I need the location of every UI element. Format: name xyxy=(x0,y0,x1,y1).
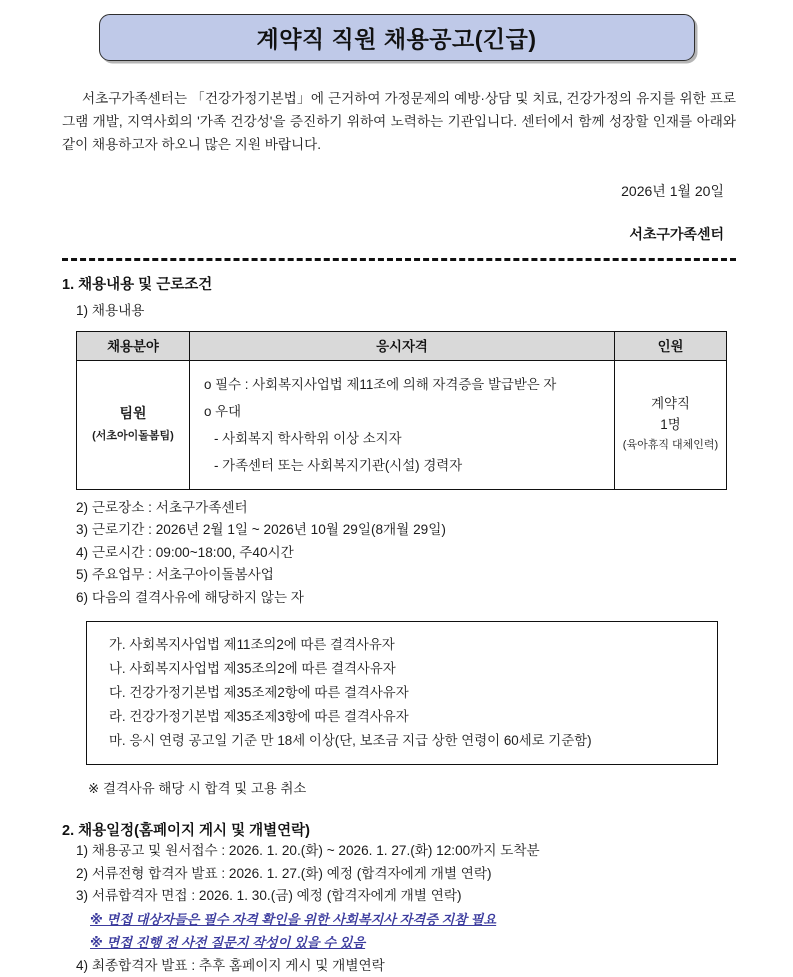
count-number: 1명 xyxy=(616,414,725,435)
section1-heading: 1. 채용내용 및 근로조건 xyxy=(62,273,736,294)
disqualification-box xyxy=(86,621,718,765)
page-title: 계약직 직원 채용공고(긴급) xyxy=(257,21,537,54)
title-banner-wrap xyxy=(0,0,793,61)
section2-item-3: 3) 서류합격자 면접 : 2026. 1. 30.(금) 예정 (합격자에게 개별 연락) xyxy=(62,885,736,908)
qualification-line: - 가족센터 또는 사회복지기관(시설) 경력자 xyxy=(204,452,606,479)
disqualification-item: 라. 건강가정기본법 제35조제3항에 따른 결격사유자 xyxy=(109,705,707,729)
section2-heading: 2. 채용일정(홈페이지 게시 및 개별연락) xyxy=(62,819,736,840)
section2-item-4: 4) 최종합격자 발표 : 추후 홈페이지 게시 및 개별연락 xyxy=(62,955,736,977)
qualification-line: - 사회복지 학사학위 이상 소지자 xyxy=(204,425,606,452)
table-header-count: 인원 xyxy=(615,331,727,360)
section2-blue-note-2-row xyxy=(62,931,736,955)
qualification-line: ο 우대 xyxy=(204,398,606,425)
section2-blue-note-1-row xyxy=(62,908,736,932)
disqualification-note: ※ 결격사유 해당 시 합격 및 고용 취소 xyxy=(62,778,736,797)
field-subtitle: (서초아이돌봄팀) xyxy=(78,426,188,446)
section1-item-3: 3) 근로기간 : 2026년 2월 1일 ~ 2026년 10월 29일(8개월 29일) xyxy=(62,519,736,542)
section2-blue-note-1: ※ 면접 대상자들은 필수 자격 확인을 위한 사회복지사 자격증 지참 필요 xyxy=(62,909,496,932)
disqualification-item: 마. 응시 연령 공고일 기준 만 18세 이상(단, 보조금 지급 상한 연령이 60세로 기준함) xyxy=(109,729,707,753)
table-row xyxy=(77,360,727,489)
qualification-line: ο 필수 : 사회복지사업법 제11조에 의해 자격증을 발급받은 자 xyxy=(204,371,606,398)
table-header-row xyxy=(77,331,727,360)
posting-date: 2026년 1월 20일 xyxy=(62,181,736,201)
section1-item-2: 2) 근로장소 : 서초구가족센터 xyxy=(62,497,736,520)
section2-item-2: 2) 서류전형 합격자 발표 : 2026. 1. 27.(화) 예정 (합격자에게 개별 연락) xyxy=(62,863,736,886)
title-banner xyxy=(99,14,695,61)
organization-name: 서초구가족센터 xyxy=(62,224,736,244)
disqualification-item: 나. 사회복지사업법 제35조의2에 따른 결격사유자 xyxy=(109,657,707,681)
field-title: 팀원 xyxy=(78,403,188,423)
cell-qualifications xyxy=(190,360,615,489)
cell-count xyxy=(615,360,727,489)
cell-field xyxy=(77,360,190,489)
disqualification-item: 다. 건강가정기본법 제35조제2항에 따른 결격사유자 xyxy=(109,681,707,705)
section1-item-6: 6) 다음의 결격사유에 해당하지 않는 자 xyxy=(62,587,736,610)
dashed-divider xyxy=(62,258,736,261)
section2-blue-note-2: ※ 면접 진행 전 사전 질문지 작성이 있을 수 있음 xyxy=(62,932,365,955)
recruitment-table xyxy=(76,331,727,490)
count-note: (육아휴직 대체인력) xyxy=(616,435,725,456)
section1-item1-label: 1) 채용내용 xyxy=(62,300,736,323)
section2-item-1: 1) 채용공고 및 원서접수 : 2026. 1. 20.(화) ~ 2026. 1. 27.(화) 12:00까지 도착분 xyxy=(62,840,736,863)
disqualification-item: 가. 사회복지사업법 제11조의2에 따른 결격사유자 xyxy=(109,633,707,657)
intro-paragraph: 서초구가족센터는 「건강가정기본법」에 근거하여 가정문제의 예방·상담 및 치료, 건강가정의 유지를 위한 프로그램 개발, 지역사회의 '가족 건강성'을 증진하기 위하여 노력하는 기관입니다. 센터에서 함께 성장할 인재를 아래와 같이 채용하고자 하오니 많은 지원 바랍니다. xyxy=(62,87,736,156)
section1-item-5: 5) 주요업무 : 서초구아이돌봄사업 xyxy=(62,564,736,587)
count-type: 계약직 xyxy=(616,393,725,414)
table-header-field: 채용분야 xyxy=(77,331,190,360)
section1-item-4: 4) 근로시간 : 09:00~18:00, 주40시간 xyxy=(62,542,736,565)
document-content xyxy=(0,87,793,977)
table-header-qualification: 응시자격 xyxy=(190,331,615,360)
